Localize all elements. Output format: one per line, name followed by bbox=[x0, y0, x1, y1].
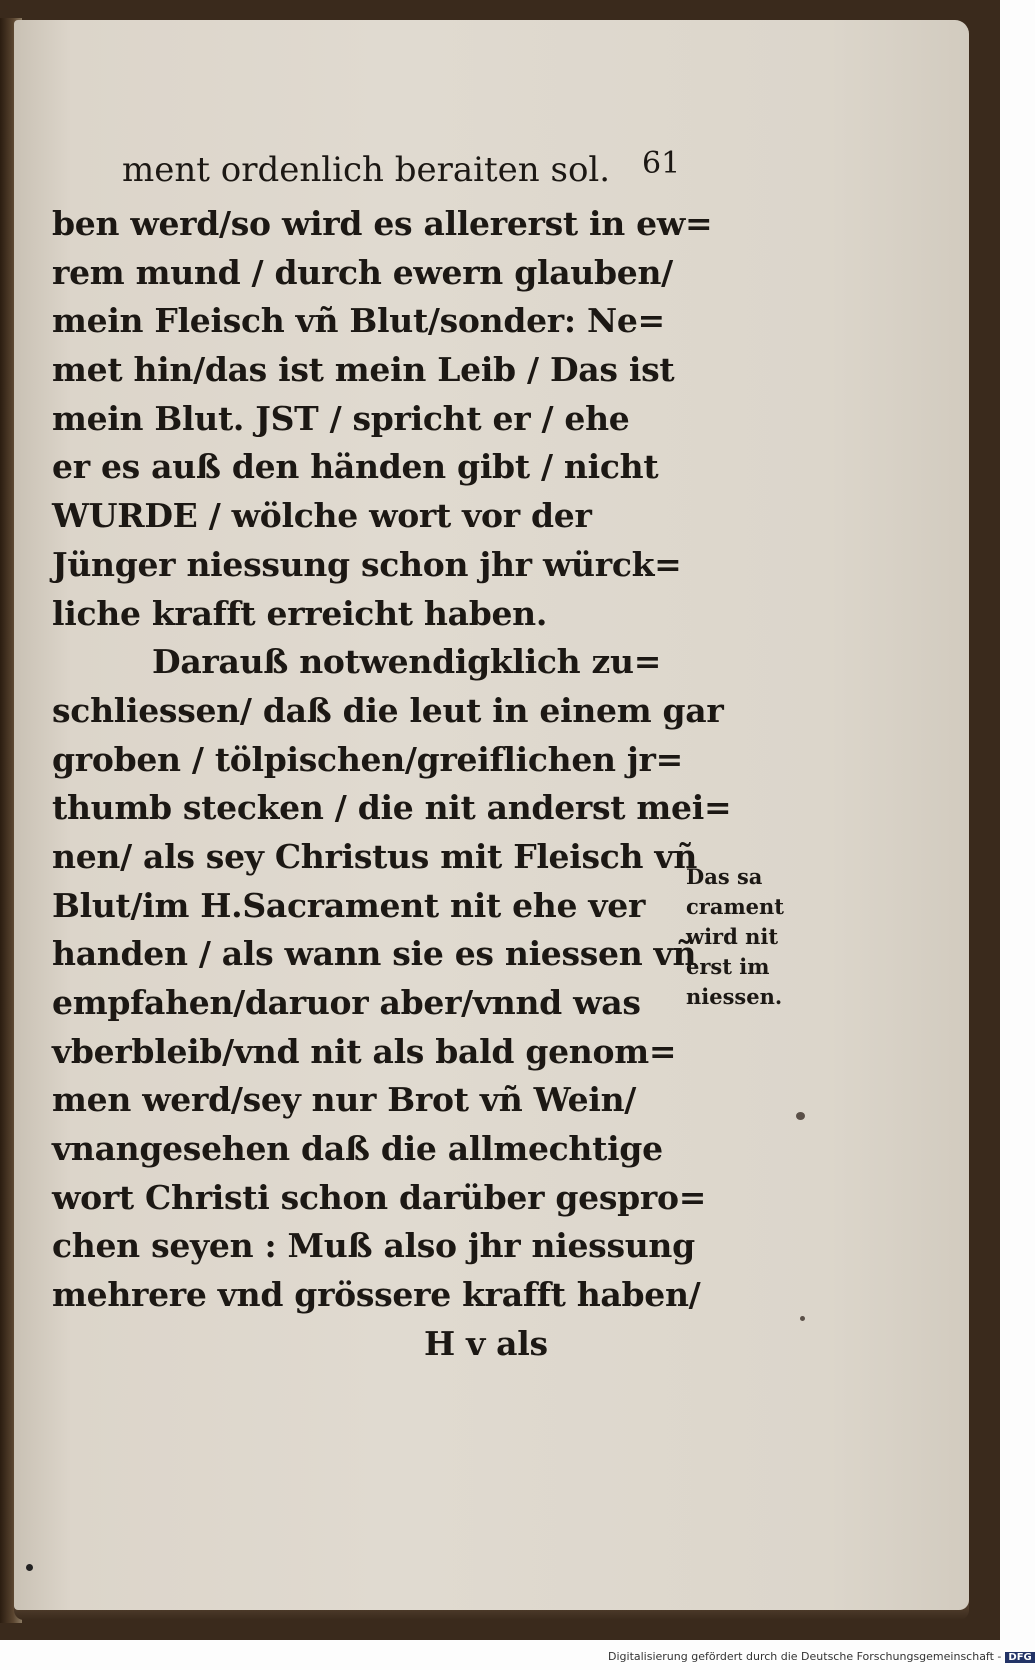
text-line: empfahen/daruor aber/vnnd was bbox=[52, 983, 641, 1022]
text-line: er es auß den händen gibt / nicht bbox=[52, 447, 659, 487]
text-line: groben / tölpischen/greiflichen jr= bbox=[52, 739, 683, 779]
text-line: ben werd/so wird es allererst in ew= bbox=[52, 204, 713, 243]
text-line: chen seyen : Muß also jhr niessung bbox=[52, 1226, 695, 1266]
paragraph-start-line: Darauß notwendigklich zu= bbox=[152, 642, 662, 682]
signature-catchword-line: H v als bbox=[424, 1323, 548, 1363]
ink-speck bbox=[26, 1564, 33, 1571]
text-line: liche krafft erreicht haben. bbox=[52, 593, 548, 633]
text-line: mehrere vnd grössere krafft haben/ bbox=[52, 1275, 701, 1315]
text-line: mein Fleisch vñ Blut/sonder: Ne= bbox=[52, 301, 665, 341]
text-line: met hin/das ist mein Leib / Das ist bbox=[52, 350, 675, 390]
footer-text: Digitalisierung gefördert durch die Deutsche Forschungsgemeinschaft - bbox=[608, 1650, 1002, 1663]
ink-speck bbox=[800, 1316, 805, 1321]
running-head-title: ment ordenlich beraiten sol. bbox=[122, 150, 611, 190]
footer-credit bbox=[608, 1650, 1032, 1668]
marginal-note-line: Das sa bbox=[686, 864, 763, 889]
text-line: handen / als wann sie es niessen vñ bbox=[52, 934, 697, 974]
text-line: mein Blut. JST / spricht er / ehe bbox=[52, 398, 630, 438]
text-line: nen/ als sey Christus mit Fleisch vñ bbox=[52, 836, 698, 876]
marginal-note-line: niessen. bbox=[686, 984, 783, 1009]
text-line: Jünger niessung schon jhr würck= bbox=[52, 544, 682, 584]
text-line: schliessen/ daß die leut in einem gar bbox=[52, 690, 724, 730]
text-line: WURDE / wölche wort vor der bbox=[52, 496, 592, 536]
running-head bbox=[0, 140, 1000, 200]
marginal-note-line: crament bbox=[686, 894, 785, 919]
text-line: Blut/im H.Sacrament nit ehe ver bbox=[52, 885, 646, 925]
text-line: wort Christi schon darüber gespro= bbox=[52, 1177, 707, 1217]
marginal-note bbox=[686, 862, 816, 1012]
text-line: vnangesehen daß die allmechtige bbox=[52, 1129, 663, 1169]
text-line: men werd/sey nur Brot vñ Wein/ bbox=[52, 1080, 637, 1120]
page-number: 61 bbox=[642, 146, 681, 181]
ink-speck bbox=[796, 1112, 805, 1120]
text-line: thumb stecken / die nit anderst mei= bbox=[52, 788, 732, 828]
text-line: vberbleib/vnd nit als bald genom= bbox=[52, 1031, 677, 1071]
text-line: rem mund / durch ewern glauben/ bbox=[52, 252, 673, 292]
dfg-logo: DFG bbox=[1005, 1652, 1034, 1663]
marginal-note-line: wird nit bbox=[686, 924, 779, 949]
marginal-note-line: erst im bbox=[686, 954, 770, 979]
